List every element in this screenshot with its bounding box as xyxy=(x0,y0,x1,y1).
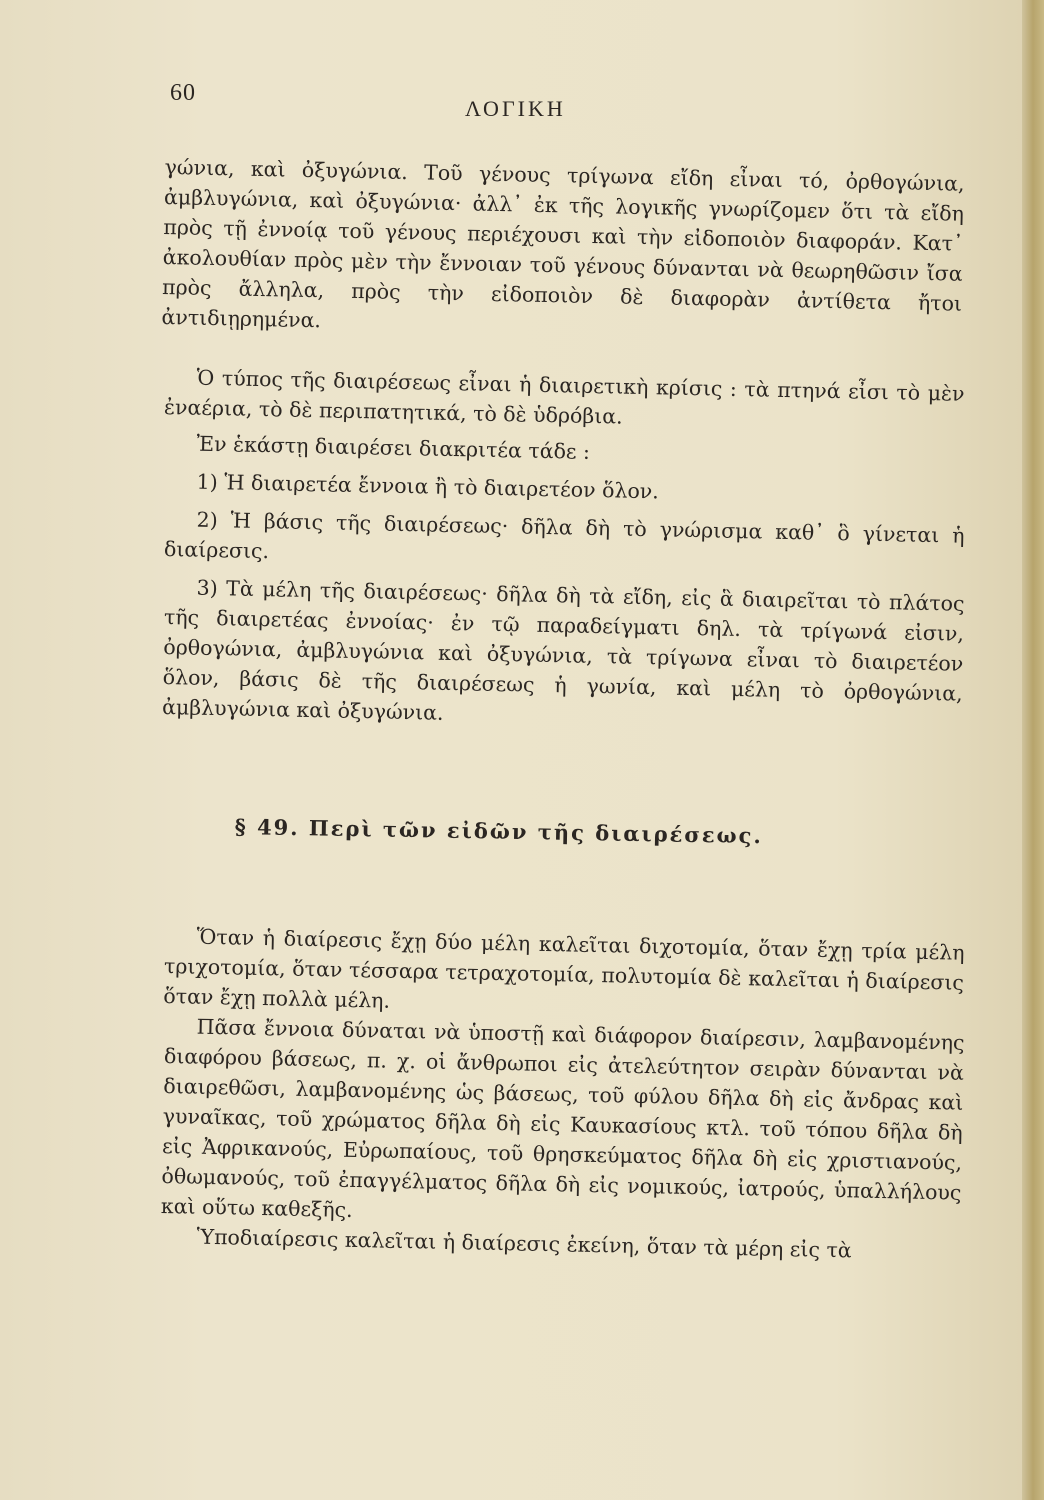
paragraph: Ἐν ἑκάστῃ διαιρέσει διακριτέα τάδε : xyxy=(196,431,591,464)
list-item: 2) Ἡ βάσις τῆς διαιρέσεως· δῆλα δὴ τὸ γνώρισμα καθ᾽ ὃ γίνεται ἡ διαίρεσις. xyxy=(163,507,965,564)
paragraph: γώνια, καὶ ὀξυγώνια. Τοῦ γένους τρίγωνα εἴδη εἶναι τό, ὀρθογώνια, ἀμβλυγώνια, καὶ ὀξυγώνια· ἀλλ᾽ ἐκ τῆς λογικῆς γνωρίζομεν ὅτι τὰ εἴδη πρὸς τῇ ἐννοίᾳ τοῦ γένους περιέχουσι καὶ τὴν εἰδοποιὸν διαφοράν. Κατ᾽ ἀκολουθίαν πρὸς μὲν τὴν ἔννοιαν τοῦ γένους δύνανται νὰ θεωρηθῶσιν ἴσα πρὸς ἄλληλα, πρὸς τὴν εἰδοποιὸν δὲ διαφορὰν ἀντίθετα ἤτοι ἀντιδιῃρημένα. xyxy=(161,154,965,333)
paragraph: Ὑποδιαίρεσις καλεῖται ἡ διαίρεσις ἐκείνη, ὅταν τὰ μέρη εἰς τὰ xyxy=(196,1224,852,1263)
running-head: ΛΟΓΙΚΗ xyxy=(465,96,566,121)
paragraph: Ὁ τύπος τῆς διαιρέσεως εἶναι ἡ διαιρετικὴ κρίσις : τὰ πτηνά εἶσι τὸ μὲν ἐναέρια, τὸ δὲ περιπατητικά, τὸ δὲ ὑδρόβια. xyxy=(163,365,965,429)
paragraph: Πᾶσα ἔννοια δύναται νὰ ὑποστῇ καὶ διάφορον διαίρεσιν, λαμβανομένης διαφόρου βάσεως, π. χ. οἱ ἄνθρωποι εἰς ἀτελεύτητον σειρὰν δύνανται νὰ διαιρεθῶσι, λαμβανομένης ὡς βάσεως, τοῦ φύλου δῆλα δὴ εἰς ἄνδρας καὶ γυναῖκας, τοῦ χρώματος δῆλα δὴ εἰς Καυκασίους κτλ. τοῦ τόπου δῆλα δὴ εἰς Ἀφρικανούς, Εὐρωπαίους, τοῦ θρησκεύματος δῆλα δὴ εἰς χριστιανούς, ὀθωμανούς, τοῦ ἐπαγγέλματος δῆλα δὴ εἰς νομικούς, ἰατρούς, ὑπαλλήλους καὶ οὕτω καθεξῆς. xyxy=(160,1014,965,1222)
page-body xyxy=(160,152,965,1263)
section-heading: § 49. Περὶ τῶν εἰδῶν τῆς διαιρέσεως. xyxy=(234,814,763,849)
list-item: 3) Τὰ μέλη τῆς διαιρέσεως· δῆλα δὴ τὰ εἴδη, εἰς ἃ διαιρεῖται τὸ πλάτος τῆς διαιρετέας ἐννοίας· ἐν τῷ παραδείγματι δηλ. τὰ τρίγωνά εἰσιν, ὀρθογώνια, ἀμβλυγώνια καὶ ὀξυγώνια, τὰ τρίγωνα εἶναι τὸ διαιρετέον ὅλον, βάσις δὲ τῆς διαιρέσεως ἡ γωνία, καὶ μέλη τὸ ὀρθογώνια, ἀμβλυγώνια καὶ ὀξυγώνια. xyxy=(161,575,965,725)
paragraph: Ὅταν ἡ διαίρεσις ἔχῃ δύο μέλη καλεῖται διχοτομία, ὅταν ἔχῃ τρία μέλη τριχοτομία, ὅταν τέσσαρα τετραχοτομία, πολυτομία δὲ καλεῖται ἡ διαίρεσις ὅταν ἔχῃ πολλὰ μέλη. xyxy=(163,924,965,1013)
page-number: 60 xyxy=(170,80,196,106)
list-item: 1) Ἡ διαιρετέα ἔννοια ἢ τὸ διαιρετέον ὅλον. xyxy=(196,469,660,504)
book-spine xyxy=(1022,0,1044,1500)
